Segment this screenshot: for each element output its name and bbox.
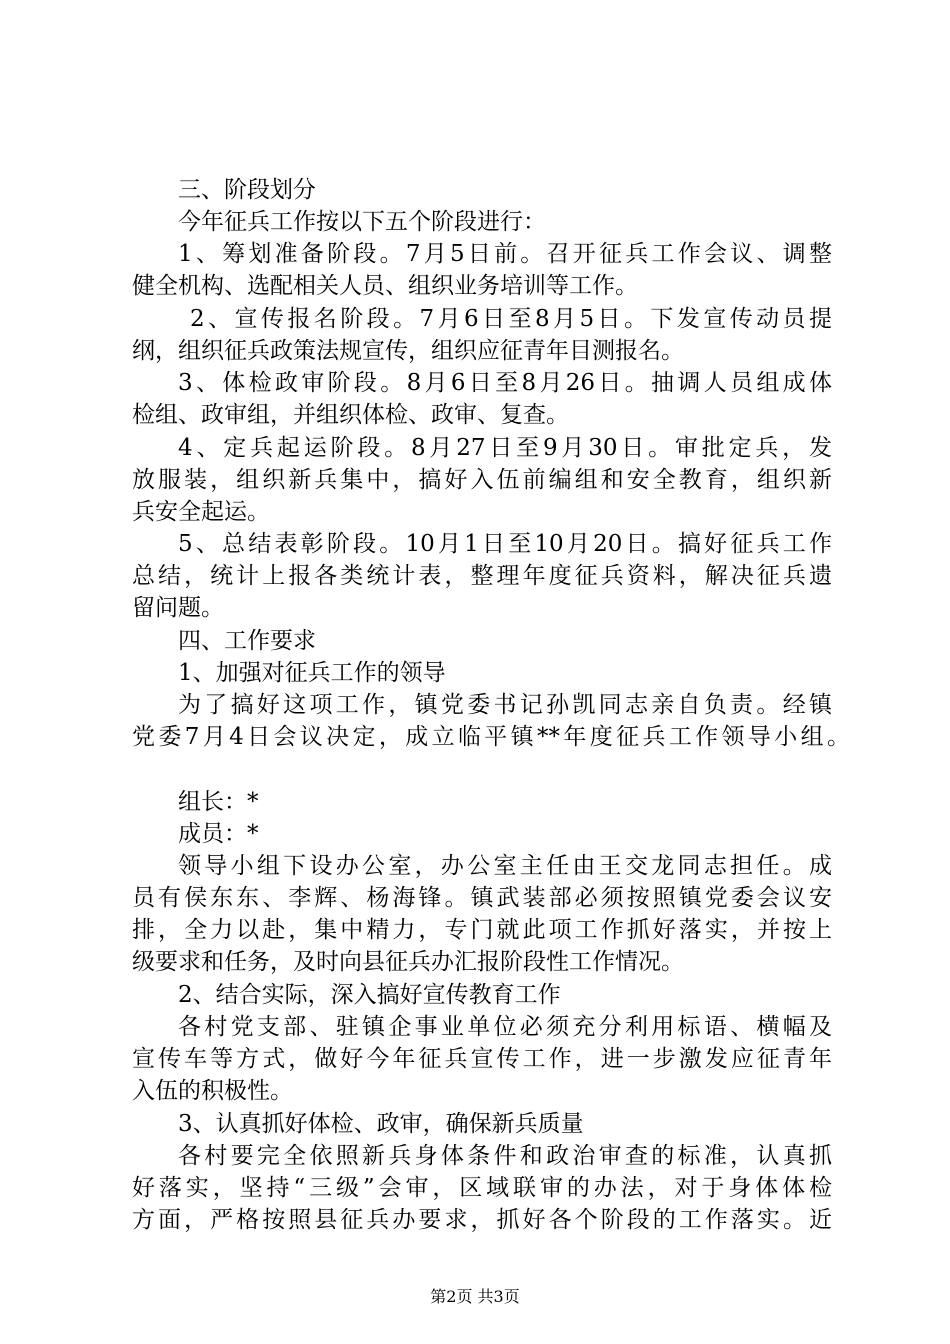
paragraph-line: 检组、政审组，并组织体检、政审、复查。	[132, 402, 569, 428]
paragraph-line: 好落实，坚持“三级”会审，区域联审的办法，对于身体体检	[132, 1175, 832, 1201]
paragraph-line: 各村要完全依照新兵身体条件和政治审查的标准，认真抓	[178, 1143, 832, 1169]
members-line: 成员：*	[178, 821, 259, 847]
paragraph-line: 留问题。	[132, 595, 224, 621]
section-heading-3: 三、阶段划分	[178, 177, 316, 203]
page-number-footer: 第2页 共3页	[430, 1287, 520, 1306]
paragraph-line: 为了搞好这项工作，镇党委书记孙凯同志亲自负责。经镇	[178, 692, 832, 718]
paragraph-line: 1、筹划准备阶段。7月5日前。召开征兵工作会议、调整	[178, 241, 832, 267]
paragraph-line: 宣传车等方式，做好今年征兵宣传工作，进一步激发应征青年	[132, 1046, 832, 1072]
paragraph-line: 健全机构、选配相关人员、组织业务培训等工作。	[132, 273, 638, 299]
paragraph-line: 各村党支部、驻镇企事业单位必须充分利用标语、横幅及	[178, 1014, 832, 1040]
paragraph-line: 排，全力以赴，集中精力，专门就此项工作抓好落实，并按上	[132, 917, 832, 943]
section-heading-4: 四、工作要求	[178, 628, 316, 654]
subsection-heading: 3、认真抓好体检、政审，确保新兵质量	[178, 1111, 584, 1137]
paragraph-line: 今年征兵工作按以下五个阶段进行：	[178, 209, 546, 235]
paragraph-line: 领导小组下设办公室，办公室主任由王交龙同志担任。成	[178, 853, 832, 879]
paragraph-line: 党委7月4日会议决定，成立临平镇**年度征兵工作领导小组。	[132, 724, 850, 750]
paragraph-line: 兵安全起运。	[132, 499, 270, 525]
paragraph-line: 2、宣传报名阶段。7月6日至8月5日。下发宣传动员提	[190, 306, 832, 332]
paragraph-line: 3、体检政审阶段。8月6日至8月26日。抽调人员组成体	[178, 370, 832, 396]
subsection-heading: 2、结合实际，深入搞好宣传教育工作	[178, 982, 561, 1008]
paragraph-line: 方面，严格按照县征兵办要求，抓好各个阶段的工作落实。近	[132, 1207, 832, 1233]
paragraph-line: 总结，统计上报各类统计表，整理年度征兵资料，解决征兵遗	[132, 563, 832, 589]
paragraph-line: 4、定兵起运阶段。8月27日至9月30日。审批定兵，发	[178, 435, 832, 461]
subsection-heading: 1、加强对征兵工作的领导	[178, 660, 446, 686]
paragraph-line: 放服装，组织新兵集中，搞好入伍前编组和安全教育，组织新	[132, 467, 832, 493]
paragraph-line: 员有侯东东、李辉、杨海锋。镇武装部必须按照镇党委会议安	[132, 885, 832, 911]
paragraph-line: 级要求和任务，及时向县征兵办汇报阶段性工作情况。	[132, 949, 684, 975]
leader-line: 组长：*	[178, 789, 259, 815]
paragraph-line: 纲，组织征兵政策法规宣传，组织应征青年目测报名。	[132, 338, 684, 364]
paragraph-line: 入伍的积极性。	[132, 1078, 293, 1104]
paragraph-line: 5、总结表彰阶段。10月1日至10月20日。搞好征兵工作	[178, 531, 832, 557]
